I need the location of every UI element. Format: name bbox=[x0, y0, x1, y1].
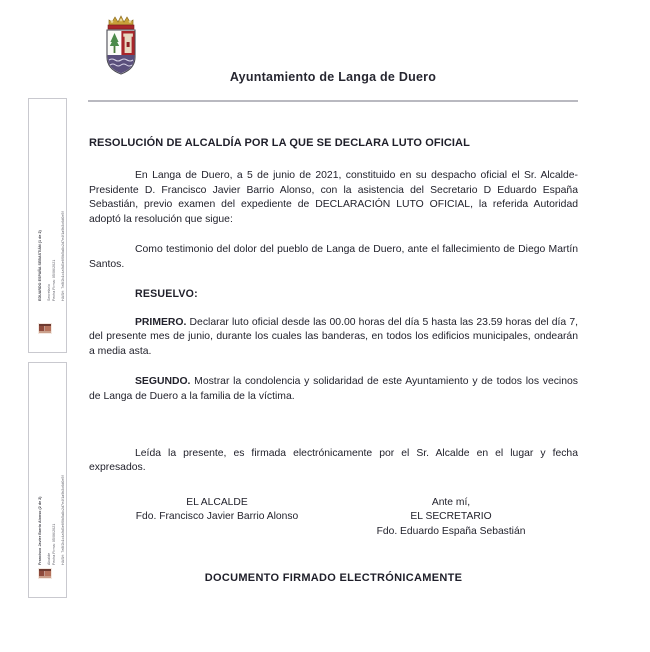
margin-signature-block-2 bbox=[28, 362, 67, 598]
margin-signature-1-date: Fecha Firma: 05/06/2021 bbox=[52, 259, 56, 301]
document-title: RESOLUCIÓN DE ALCALDÍA POR LA QUE SE DECLARA LUTO OFICIAL bbox=[89, 137, 470, 149]
alcalde-role: EL ALCALDE bbox=[186, 496, 248, 508]
resuelvo-heading: RESUELVO: bbox=[135, 287, 198, 300]
secretario-prefix: Ante mí, bbox=[431, 496, 471, 508]
paragraph-primero bbox=[89, 316, 578, 360]
paragraph-segundo bbox=[89, 375, 578, 404]
signature-block-secretario bbox=[326, 496, 576, 539]
primero-text: Declarar luto oficial desde las 00.00 horas del día 5 hasta las 23.59 horas del día 7, del presente mes de junio, durante los cuales las banderas, en todos los edificios municipales, ondearán a media asta. bbox=[89, 316, 578, 357]
paragraph-intro: En Langa de Duero, a 5 de junio de 2021, constituido en su despacho oficial el Sr. Alcalde-Presidente D. Francisco Javier Barrio Alonso, con la asistencia del Secretario D Eduardo España Sebastián, previo examen del expediente de DECLARACIÓN LUTO OFICIAL, la referida Autoridad adoptó la resolución que sigue: bbox=[89, 170, 578, 225]
margin-signature-1-hash: HASH: 7e8f2b1c4a9d3e6f0b5a8c2d7e4f1a9b3c6d0e5f bbox=[61, 211, 65, 301]
primero-lead: PRIMERO. bbox=[135, 316, 187, 328]
margin-signature-1-signer: EDUARDO ESPAÑA SEBASTIÁN (1 de 2) bbox=[38, 230, 42, 301]
electronic-signature-seal-icon bbox=[37, 566, 53, 581]
document-header bbox=[88, 8, 578, 108]
margin-signature-block-1 bbox=[28, 98, 67, 353]
margin-signature-2-date: Fecha Firma: 05/06/2021 bbox=[52, 523, 56, 565]
margin-signature-2-role: Alcalde bbox=[47, 552, 51, 565]
document-footer: DOCUMENTO FIRMADO ELECTRÓNICAMENTE bbox=[204, 571, 463, 584]
secretario-role: EL SECRETARIO bbox=[410, 511, 492, 523]
signature-block-alcalde bbox=[92, 496, 342, 525]
coat-of-arms-icon bbox=[101, 11, 141, 79]
margin-signature-1-role: Secretario bbox=[47, 284, 51, 301]
margin-signature-2-hash: HASH: 7e8f2b1c4a9d3e6f0b5a8c2d7e4f1a9b3c6d0e5f bbox=[61, 475, 65, 565]
signature-row bbox=[89, 496, 578, 552]
segundo-lead: SEGUNDO. bbox=[135, 376, 191, 388]
margin-signature-text-1 bbox=[29, 105, 66, 303]
header-title: Ayuntamiento de Langa de Duero bbox=[229, 70, 437, 84]
segundo-text: Mostrar la condolencia y solidaridad de este Ayuntamiento y de todos los vecinos de Langa de Duero a la familia de la víctima. bbox=[89, 376, 578, 402]
secretario-name: Fdo. Eduardo España Sebastián bbox=[376, 525, 526, 537]
paragraph-leida: Leída la presente, es firmada electrónicamente por el Sr. Alcalde en el lugar y fecha expresados. bbox=[89, 447, 578, 474]
margin-signature-2-signer: Francisco Javier Barrio Alonso (2 de 2) bbox=[38, 496, 42, 565]
document-body bbox=[89, 136, 578, 584]
margin-signature-text-2 bbox=[29, 369, 66, 567]
header-divider bbox=[88, 100, 578, 102]
electronic-signature-seal-icon bbox=[37, 321, 53, 336]
margin-signature-stack bbox=[28, 98, 69, 598]
paragraph-spacer bbox=[89, 421, 578, 447]
paragraph-testimonio: Como testimonio del dolor del pueblo de Langa de Duero, ante el fallecimiento de Diego Martín Santos. bbox=[89, 244, 578, 270]
alcalde-name: Fdo. Francisco Javier Barrio Alonso bbox=[135, 511, 299, 523]
